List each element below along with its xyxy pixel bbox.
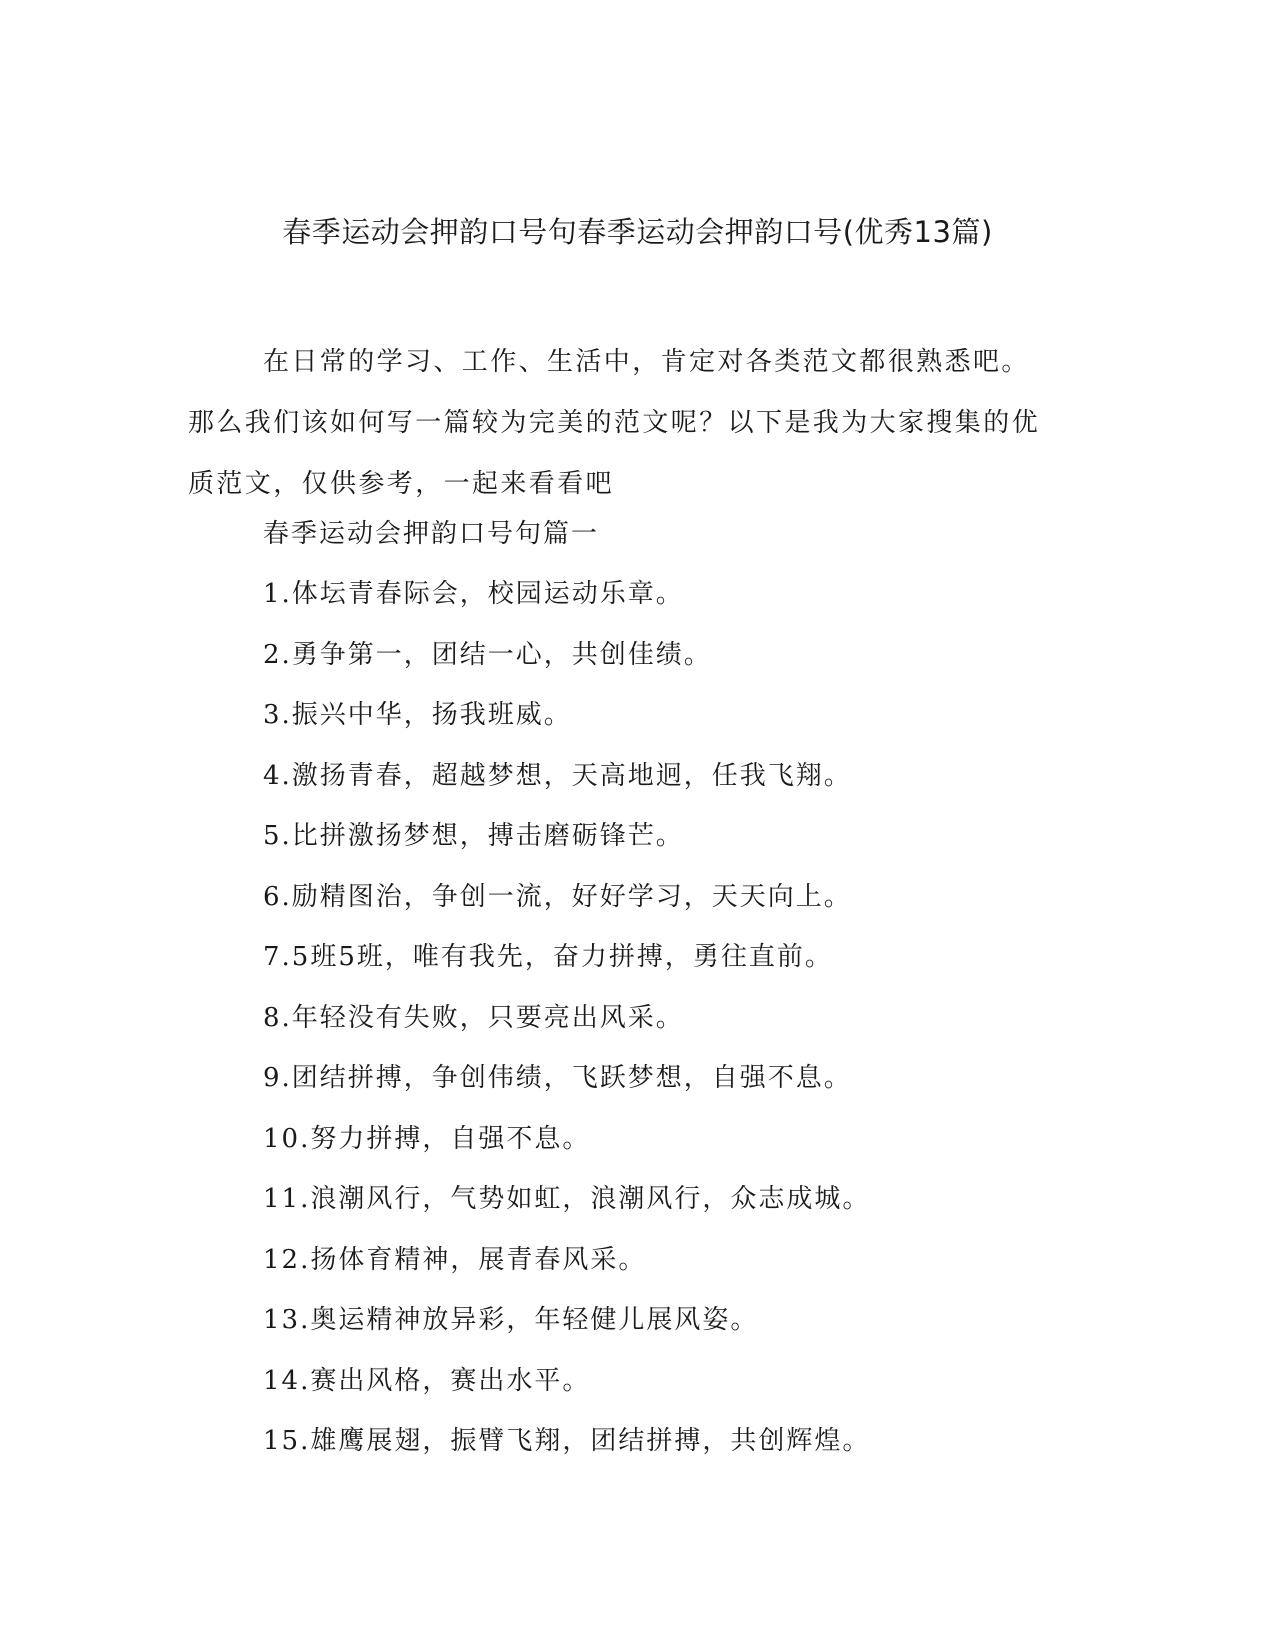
section-heading: 春季运动会押韵口号句篇一 — [263, 519, 600, 549]
slogan-item: 10.努力拼搏，自强不息。 — [263, 1123, 591, 1154]
slogan-item: 2.勇争第一，团结一心，共创佳绩。 — [263, 639, 712, 670]
slogan-item: 14.赛出风格，赛出水平。 — [263, 1365, 591, 1396]
slogan-item: 5.比拼激扬梦想，搏击磨砺锋芒。 — [263, 821, 684, 851]
slogan-item: 7.5班5班，唯有我先，奋力拼搏，勇往直前。 — [263, 942, 833, 972]
slogan-item: 4.激扬青春，超越梦想，天高地迥，任我飞翔。 — [263, 760, 852, 791]
document-title: 春季运动会押韵口号句春季运动会押韵口号(优秀13篇) — [282, 215, 993, 249]
slogan-item: 8.年轻没有失败，只要亮出风采。 — [263, 1002, 684, 1033]
slogan-item: 11.浪潮风行，气势如虹，浪潮风行，众志成城。 — [263, 1184, 871, 1214]
slogan-item: 9.团结拼搏，争创伟绩，飞跃梦想，自强不息。 — [263, 1063, 852, 1093]
slogan-item: 15.雄鹰展翅，振臂飞翔，团结拼搏，共创辉煌。 — [263, 1426, 871, 1456]
slogan-item: 6.励精图治，争创一流，好好学习，天天向上。 — [263, 881, 852, 912]
slogan-item: 1.体坛青春际会，校园运动乐章。 — [263, 579, 684, 609]
slogan-list — [263, 574, 870, 1482]
slogan-item: 13.奥运精神放异彩，年轻健儿展风姿。 — [263, 1305, 759, 1335]
intro-paragraph: 在日常的学习、工作、生活中，肯定对各类范文都很熟悉吧。那么我们该如何写一篇较为完美的范文呢？以下是我为大家搜集的优质范文，仅供参考，一起来看看吧 — [188, 347, 1041, 499]
slogan-item: 3.振兴中华，扬我班威。 — [263, 700, 572, 730]
slogan-item: 12.扬体育精神，展青春风采。 — [263, 1244, 647, 1275]
